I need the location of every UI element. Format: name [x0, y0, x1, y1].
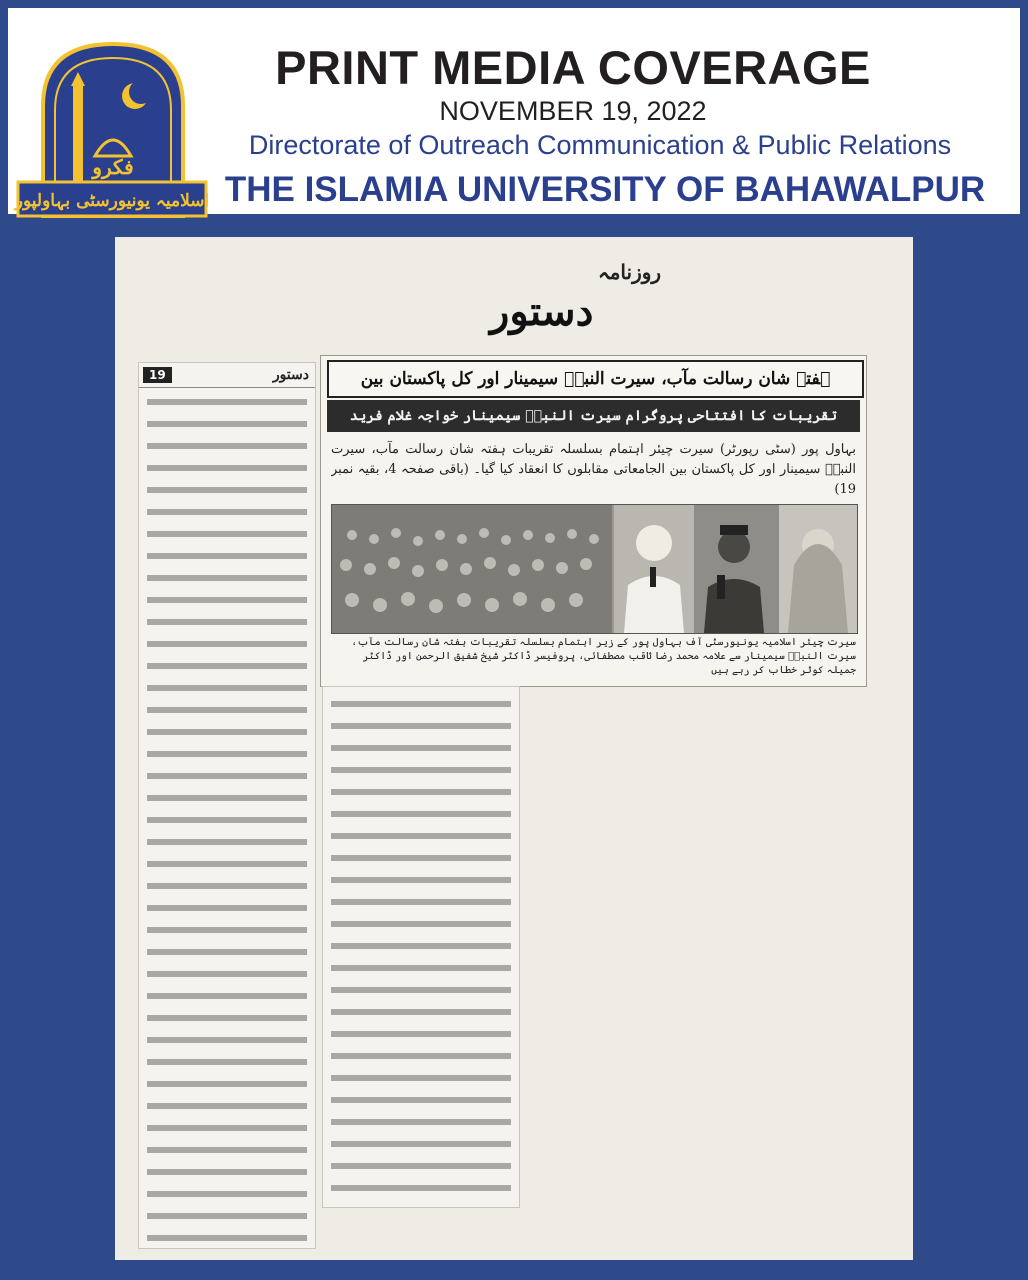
continuation-column	[138, 362, 316, 1249]
story-headline: ہفتہ شان رسالت مآب، سیرت النبیؐ سیمینار اور کل پاکستان بین	[327, 360, 864, 398]
column-text-block	[331, 695, 511, 1201]
masthead-subtitle: روزنامہ	[598, 260, 662, 284]
news-story	[320, 355, 867, 687]
event-photo	[331, 504, 858, 634]
university-name: THE ISLAMIA UNIVERSITY OF BAHAWALPUR	[224, 170, 986, 209]
story-subheadline: تقریبات کا افتتاحی پروگرام سیرت النبیؐ سیمینار خواجہ غلام فرید	[327, 400, 860, 432]
logo-script-text: اسلامیہ یونیورسٹی بہاولپور	[14, 191, 210, 211]
university-logo	[13, 36, 211, 218]
story-body: بہاول پور (سٹی رپورٹر) سیرت چیئر اہتمام بسلسلہ تقریبات ہفتہ شان رسالت مآب، سیرت النبیؐ سیمینار اور کل پاکستان بین الجامعاتی مقابلوں کا انعقاد کیا گیا۔ (باقی صفحہ 4، بقیہ نمبر 19)	[331, 442, 856, 497]
continuation-header	[139, 363, 315, 388]
photo-caption: سیرت چیئر اسلامیہ یونیورسٹی آف بہاول پور کے زیر اہتمام بسلسلہ تقریبات ہفتہ شان رسالت مآب، سیرت النبیؐ سیمینار سے علامہ محمد رضا ثاقب مصطفائی، پروفیسر ڈاکٹر شیخ شفیق الرحمن اور ڈاکٹر جمیلہ کوثر خطاب کر رہے ہیں	[351, 637, 856, 676]
story-continuation-column	[322, 686, 520, 1208]
coverage-date: NOVEMBER 19, 2022	[439, 96, 707, 126]
newspaper-masthead: دستور	[490, 288, 594, 335]
directorate-name: Directorate of Outreach Communication & Public Relations	[248, 130, 952, 160]
page-title: PRINT MEDIA COVERAGE	[275, 41, 871, 94]
column-text-block	[147, 393, 307, 1242]
continuation-paper-name: دستور	[272, 367, 309, 383]
continuation-page-number: 19	[143, 367, 172, 383]
logo-motto-text: فکرو	[92, 155, 134, 179]
